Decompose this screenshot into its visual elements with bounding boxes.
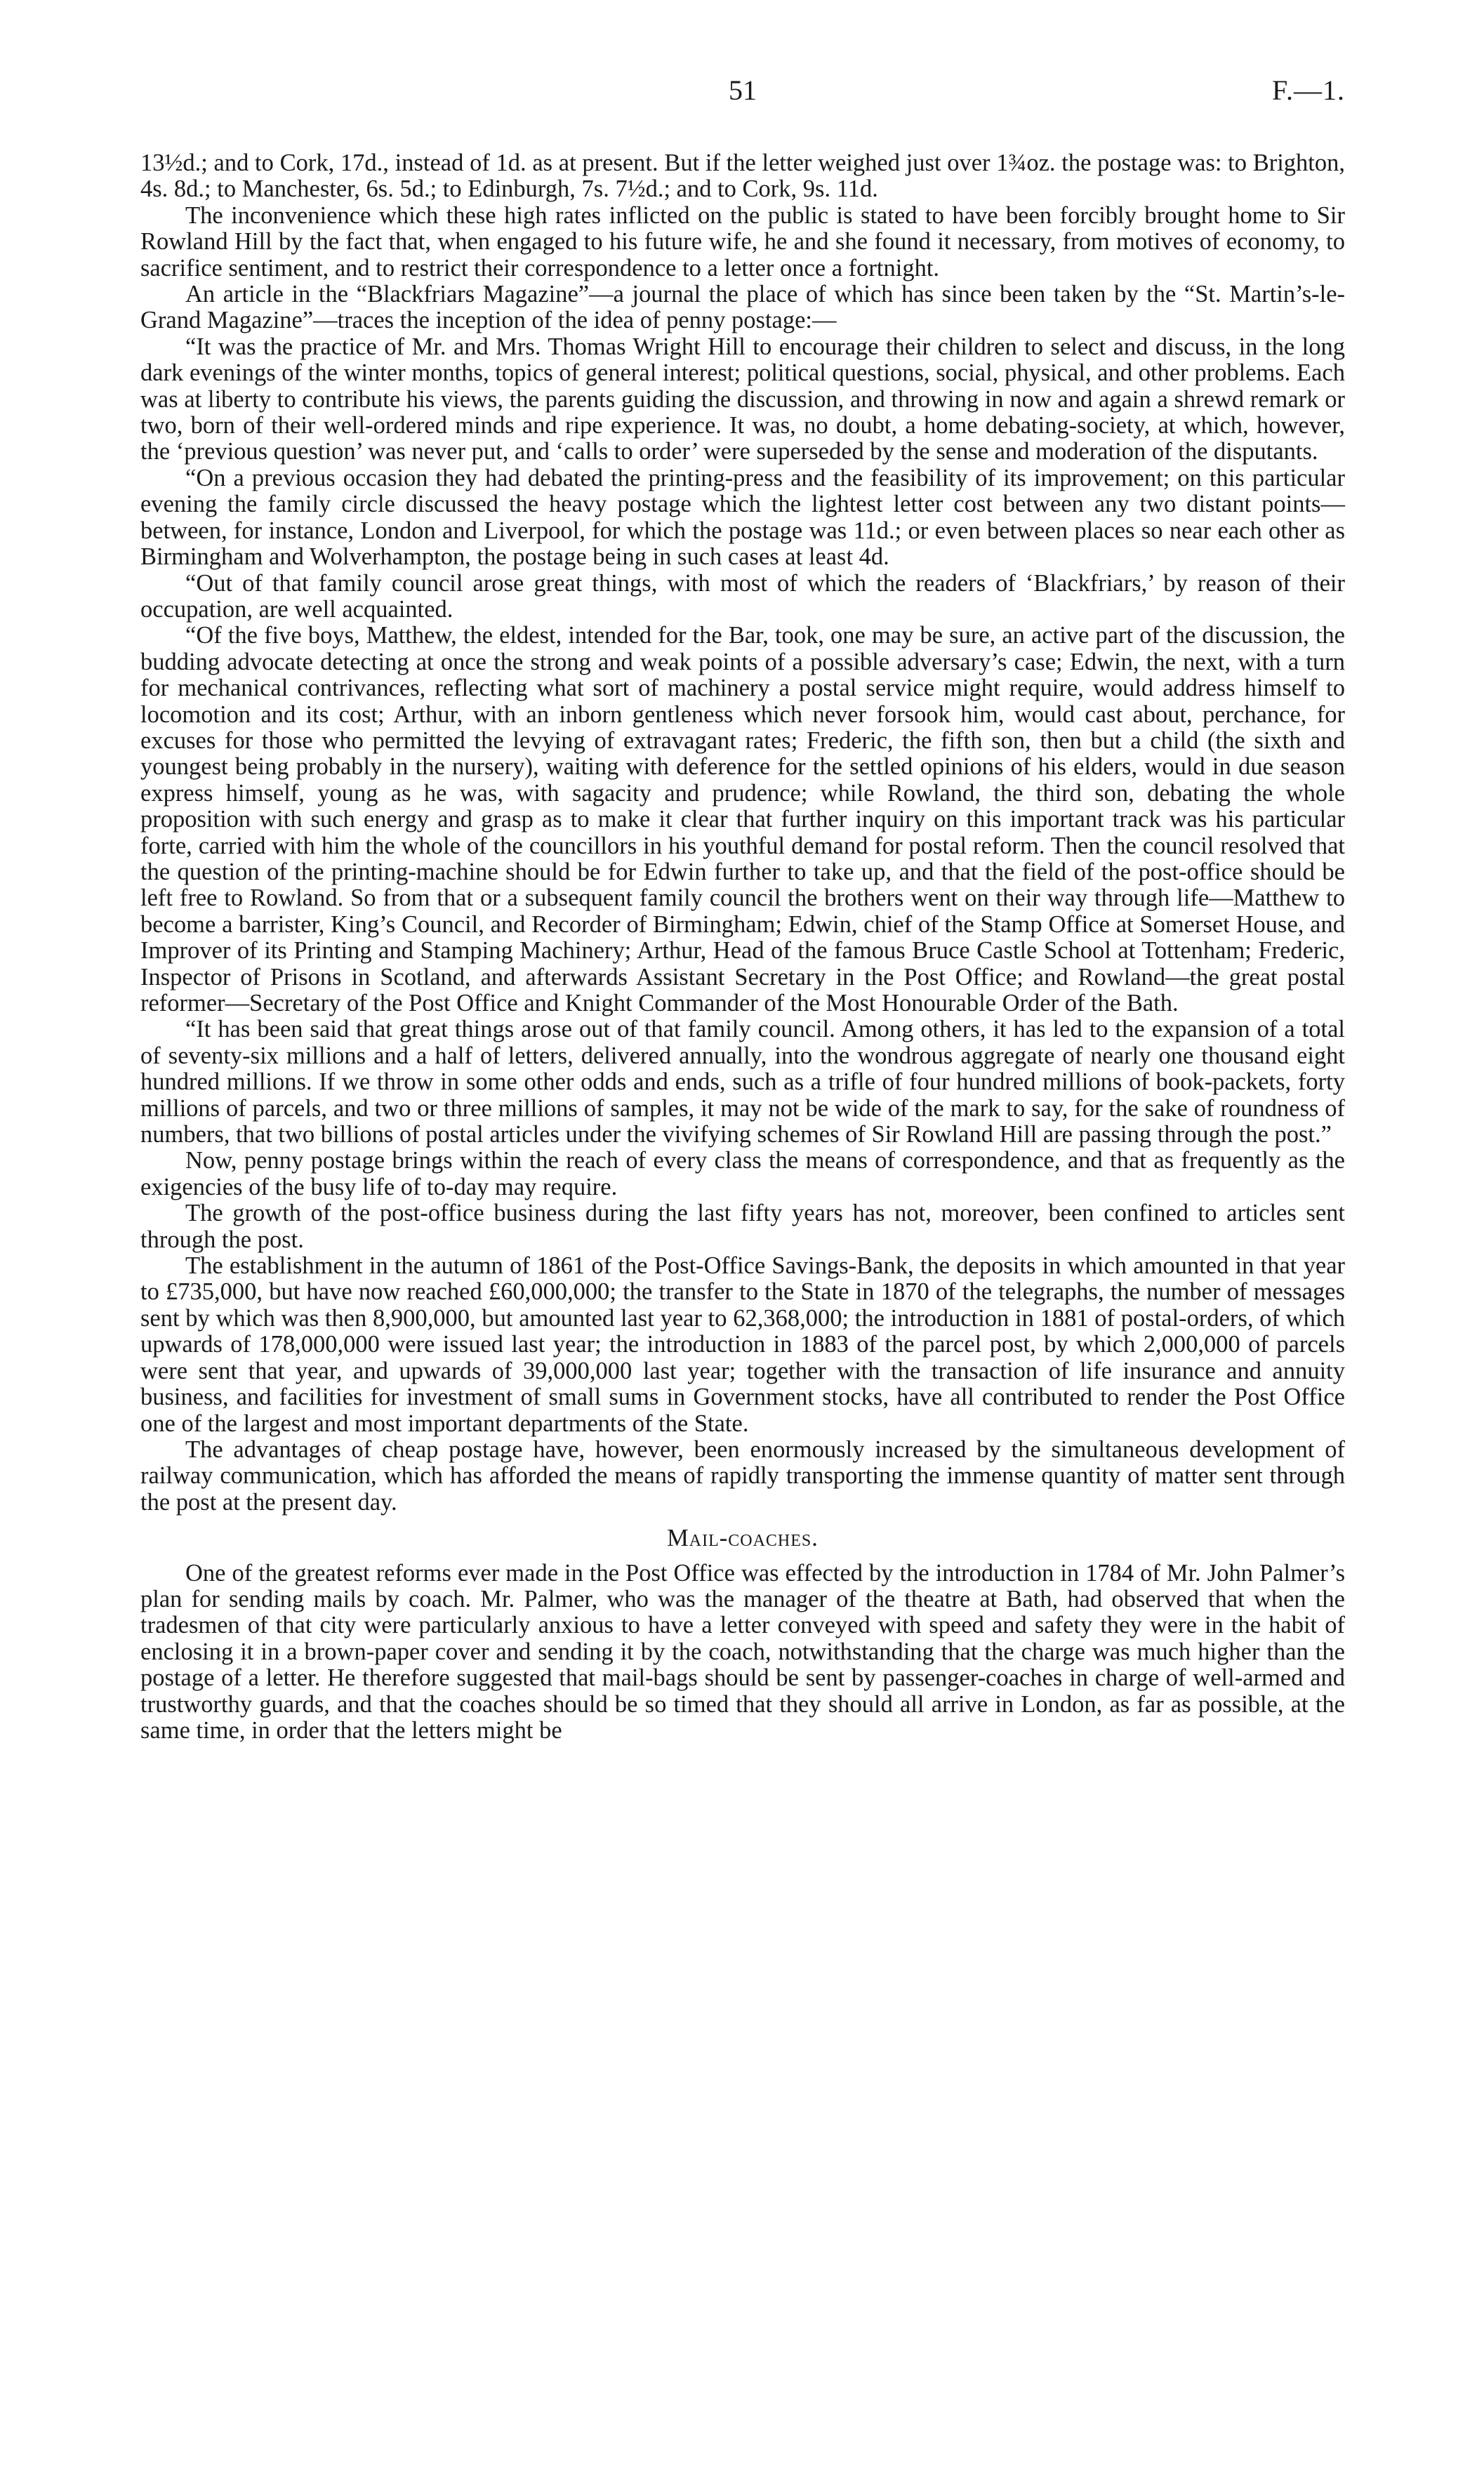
quoted-paragraph: “It was the practice of Mr. and Mrs. Thomas Wright Hill to encourage their children to select and discuss, in the long dark evenings of the winter months, topics of general interest; political questions, social, physical, and other problems. Each was at liberty to contribute his views, the parents guiding the discussion, and throwing in now and again a shrewd remark or two, born of their well-ordered minds and ripe experience. It was, no doubt, a home debating-society, at which, however, the ‘previous question’ was never put, and ‘calls to order’ were superseded by the sense and moderation of the disputants. bbox=[140, 333, 1345, 465]
paragraph: 13½d.; and to Cork, 17d., instead of 1d. as at present. But if the letter weighed just over 1¾oz. the postage was: to Brighton, 4s. 8d.; to Manchester, 6s. 5d.; to Edinburgh, 7s. 7½d.; and to Cork, 9s. 11d. bbox=[140, 150, 1345, 203]
quoted-paragraph: “On a previous occasion they had debated the printing-press and the feasibility of its improvement; on this particular evening the family circle discussed the heavy postage which the lightest letter cost between any two distant points—between, for instance, London and Liverpool, for which the postage was 11d.; or even between places so near each other as Birmingham and Wolverhampton, the postage being in such cases at least 4d. bbox=[140, 464, 1345, 571]
paragraph: The growth of the post-office business during the last fifty years has not, moreover, been confined to articles sent through the post. bbox=[140, 1200, 1345, 1253]
paragraph: The establishment in the autumn of 1861 of the Post-Office Savings-Bank, the deposits in which amounted in that year to £735,000, but have now reached £60,000,000; the transfer to the State in 1870 of the telegraphs, the number of messages sent by which was then 8,900,000, but amounted last year to 62,368,000; the introduction in 1881 of postal-orders, of which upwards of 178,000,000 were issued last year; the introduction in 1883 of the parcel post, by which 2,000,000 of parcels were sent that year, and upwards of 39,000,000 last year; together with the transaction of life insurance and annuity business, and facilities for investment of small sums in Government stocks, have all contributed to render the Post Office one of the largest and most important departments of the State. bbox=[140, 1252, 1345, 1437]
quoted-paragraph: “Of the five boys, Matthew, the eldest, intended for the Bar, took, one may be sure, an active part of the discussion, the budding advocate detecting at once the strong and weak points of a possible adversary’s case; Edwin, the next, with a turn for mechanical contrivances, reflecting what sort of machinery a postal service might require, would address himself to locomotion and its cost; Arthur, with an inborn gentleness which never forsook him, would cast about, perchance, for excuses for those who permitted the levying of extravagant rates; Frederic, the fifth son, then but a child (the sixth and youngest being probably in the nursery), waiting with deference for the settled opinions of his elders, would in due season express himself, young as he was, with sagacity and prudence; while Rowland, the third son, debating the whole proposition with such energy and grasp as to make it clear that further inquiry on this important track was his particular forte, carried with him the whole of the councillors in his youthful demand for postal reform. Then the council resolved that the question of the printing-machine should be for Edwin further to take up, and that the field of the post-office should be left free to Rowland. So from that or a subsequent family council the brothers went on their way through life—Matthew to become a barrister, King’s Council, and Recorder of Birmingham; Edwin, chief of the Stamp Office at Somerset House, and Improver of its Printing and Stamping Machinery; Arthur, Head of the famous Bruce Castle School at Tottenham; Frederic, Inspector of Prisons in Scotland, and afterwards Assistant Secretary in the Post Office; and Rowland—the great postal reformer—Secretary of the Post Office and Knight Commander of the Most Honourable Order of the Bath. bbox=[140, 622, 1345, 1016]
document-reference: F.—1. bbox=[1271, 74, 1345, 106]
document-page bbox=[140, 74, 1345, 1744]
page-header bbox=[140, 74, 1345, 122]
paragraph: The inconvenience which these high rates inflicted on the public is stated to have been forcibly brought home to Sir Rowland Hill by the fact that, when engaged to his future wife, he and she found it necessary, from motives of economy, to sacrifice sentiment, and to restrict their correspondence to a letter once a fortnight. bbox=[140, 201, 1345, 281]
paragraph: An article in the “Blackfriars Magazine”—a journal the place of which has since been taken by the “St. Martin’s-le-Grand Magazine”—traces the inception of the idea of penny postage:— bbox=[140, 281, 1345, 334]
page-number: 51 bbox=[729, 74, 757, 106]
paragraph: Now, penny postage brings within the reach of every class the means of correspondence, and that as frequently as the exigencies of the busy life of to-day may require. bbox=[140, 1147, 1345, 1200]
quoted-paragraph: “It has been said that great things arose out of that family council. Among others, it has led to the expansion of a total of seventy-six millions and a half of letters, delivered annually, into the wondrous aggregate of nearly one thousand eight hundred millions. If we throw in some other odds and ends, such as a trifle of four hundred millions of book-packets, forty millions of parcels, and two or three millions of samples, it may not be wide of the mark to say, for the sake of roundness of numbers, that two billions of postal articles under the vivifying schemes of Sir Rowland Hill are passing through the post.” bbox=[140, 1016, 1345, 1148]
paragraph: The advantages of cheap postage have, however, been enormously increased by the simultaneous development of railway communication, which has afforded the means of rapidly transporting the immense quantity of matter sent through the post at the present day. bbox=[140, 1436, 1345, 1516]
section-heading: Mail-coaches. bbox=[667, 1525, 819, 1552]
quoted-paragraph: “Out of that family council arose great things, with most of which the readers of ‘Blackfriars,’ by reason of their occupation, are well acquainted. bbox=[140, 569, 1345, 623]
paragraph: One of the greatest reforms ever made in the Post Office was effected by the introduction in 1784 of Mr. John Palmer’s plan for sending mails by coach. Mr. Palmer, who was the manager of the theatre at Bath, had observed that when the tradesmen of that city were particularly anxious to have a letter conveyed with speed and safety they were in the habit of enclosing it in a brown-paper cover and sending it by the coach, notwithstanding that the charge was much higher than the postage of a letter. He therefore suggested that mail-bags should be sent by passenger-coaches in charge of well-armed and trustworthy guards, and that the coaches should be so timed that they should all arrive in London, as far as possible, at the same time, in order that the letters might be bbox=[140, 1559, 1345, 1744]
